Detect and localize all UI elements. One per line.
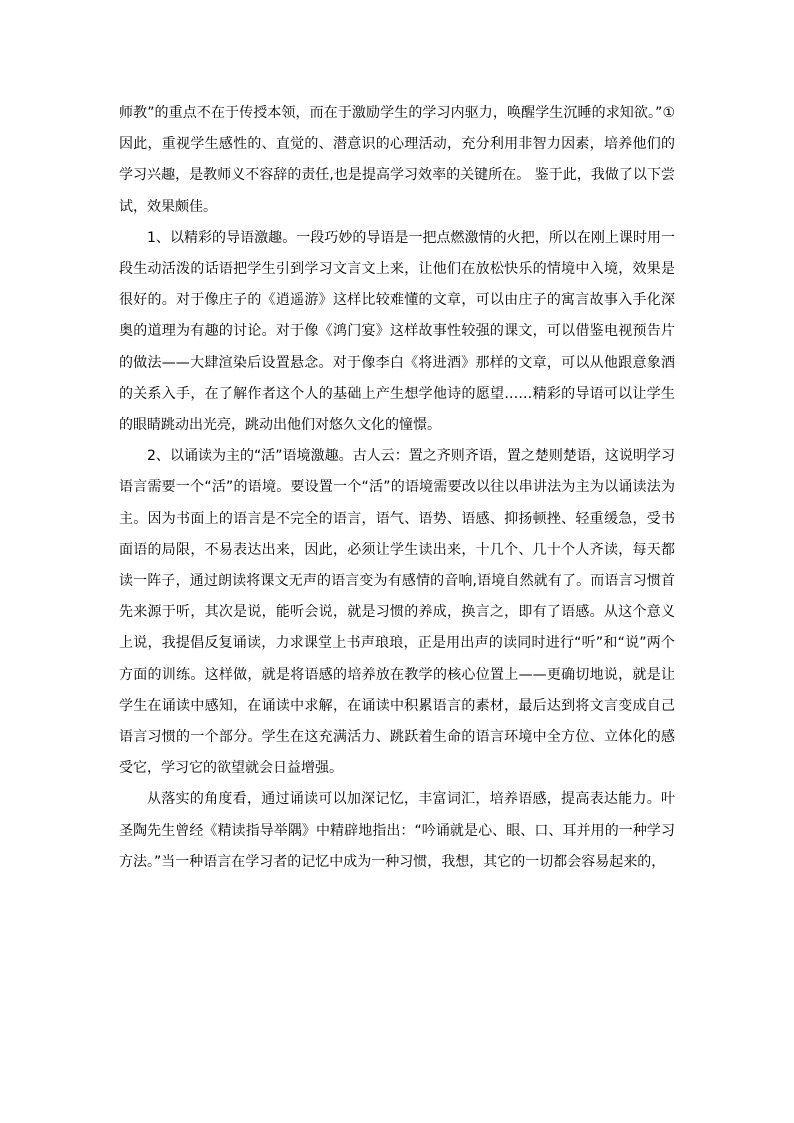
document-page: [119, 98, 675, 878]
paragraph-practical-perspective: 从落实的角度看，通过诵读可以加深记忆，丰富词汇，培养语感，提高表达能力。叶圣陶先生曾经《精读指导举隅》中精辟地指出：“吟诵就是心、眼、口、耳并用的一种学习方法。”当一种语言在学习者的记忆中成为一种习惯，我想，其它的一切都会容易起来的，: [119, 791, 675, 870]
paragraph-lead-in-method: 1、以精彩的导语激趣。一段巧妙的导语是一把点燃激情的火把，所以在刚上课时用一段生动活泼的话语把学生引到学习文言文上来，让他们在放松快乐的情境中入境，效果是很好的。对于像庄子的《逍遥游》这样比较难懂的文章，可以由庄子的寓言故事入手化深奥的道理为有趣的讨论。对于像《鸿门宴》这样故事性较强的课文，可以借鉴电视预告片的做法——大肆渲染后设置悬念。对于像李白《将进酒》那样的文章，可以从他跟意象酒的关系入手，在了解作者这个人的基础上产生想学他诗的愿望……精彩的导语可以让学生的眼睛跳动出光亮，跳动出他们对悠久文化的憧憬。: [119, 229, 675, 434]
paragraph-intro-continuation: 师教”的重点不在于传授本领，而在于激励学生的学习内驱力，唤醒学生沉睡的求知欲。”①因此，重视学生感性的、直觉的、潜意识的心理活动，充分利用非智力因素，培养他们的学习兴趣，是教师义不容辞的责任,也是提高学习效率的关键所在。 鉴于此，我做了以下尝试，效果颇佳。: [119, 105, 675, 215]
paragraph-recitation-method: 2、以诵读为主的“活”语境激趣。古人云：置之齐则齐语，置之楚则楚语，这说明学习语言需要一个“活”的语境。要设置一个“活”的语境需要改以往以串讲法为主为以诵读法为主。因为书面上的语言是不完全的语言，语气、语势、语感、抑扬顿挫、轻重缓急，受书面语的局限，不易表达出来，因此，必须让学生读出来，十几个、几十个人齐读，每天都读一阵子，通过朗读将课文无声的语言变为有感情的音响,语境自然就有了。而语言习惯首先来源于听，其次是说，能听会说，就是习惯的养成，换言之，即有了语感。从这个意义上说，我提倡反复诵读，力求课堂上书声琅琅，正是用出声的读同时进行“听”和“说”两个方面的训练。这样做，就是将语感的培养放在教学的核心位置上——更确切地说，就是让学生在诵读中感知，在诵读中求解，在诵读中积累语言的素材，最后达到将文言变成自己语言习惯的一个部分。学生在这充满活力、跳跃着生命的语言环境中全方位、立体化的感受它，学习它的欲望就会日益增强。: [119, 448, 675, 777]
